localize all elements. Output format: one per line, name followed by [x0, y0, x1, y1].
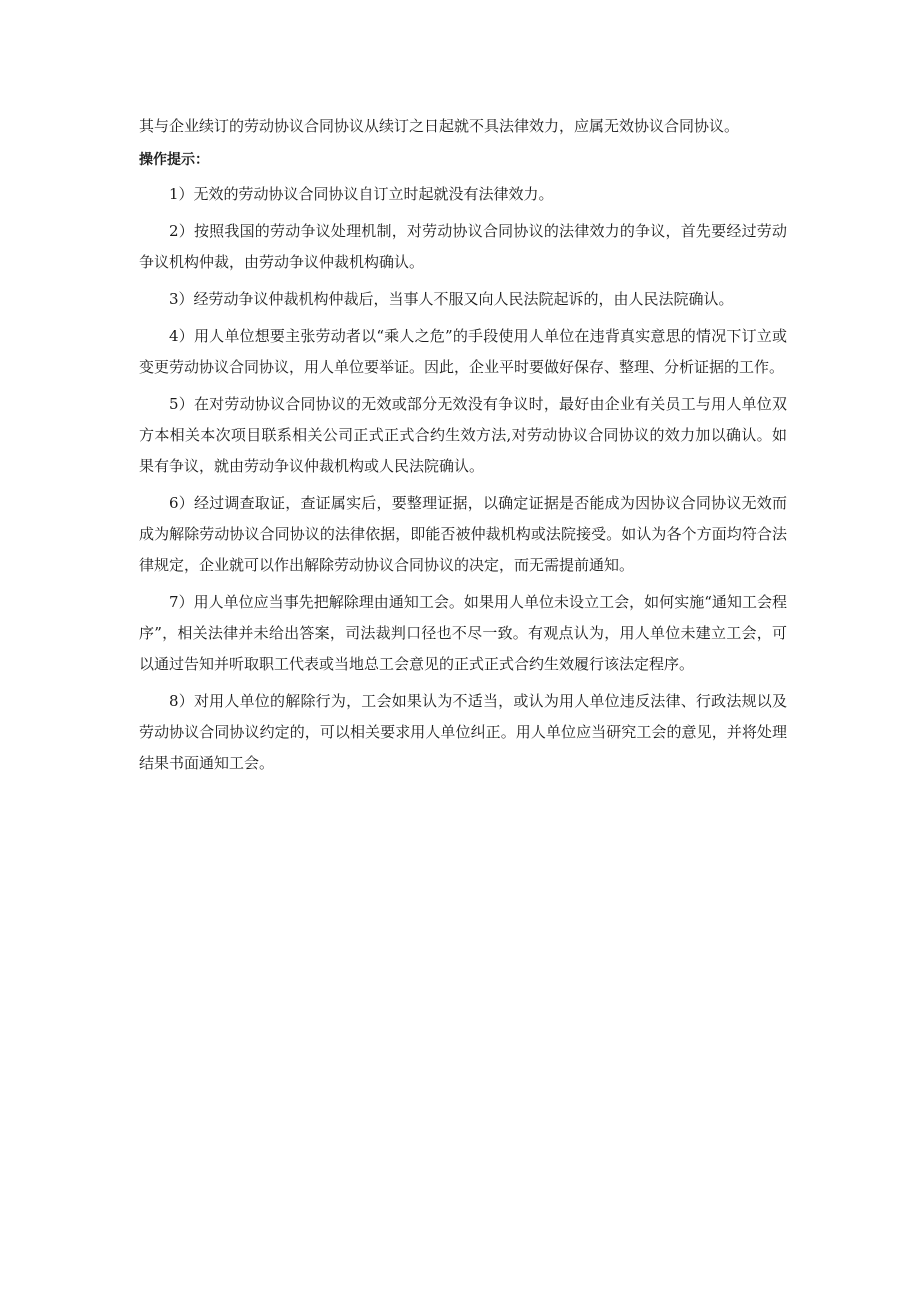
list-item: 2）按照我国的劳动争议处理机制，对劳动协议合同协议的法律效力的争议，首先要经过劳动争议机构仲裁，由劳动争议仲裁机构确认。	[139, 222, 787, 271]
list-item: 7）用人单位应当事先把解除理由通知工会。如果用人单位未设立工会，如何实施“通知工会程序”，相关法律并未给出答案，司法裁判口径也不尽一致。有观点认为，用人单位未建立工会，可以通过告知并听取职工代表或当地总工会意见的正式正式合约生效履行该法定程序。	[139, 593, 787, 673]
intro-paragraph: 其与企业续订的劳动协议合同协议从续订之日起就不具法律效力，应属无效协议合同协议。	[139, 117, 740, 135]
list-item: 8）对用人单位的解除行为，工会如果认为不适当，或认为用人单位违反法律、行政法规以及劳动协议合同协议约定的，可以相关要求用人单位纠正。用人单位应当研究工会的意见，并将处理结果书面通知工会。	[139, 692, 787, 772]
list-item: 6）经过调查取证，查证属实后，要整理证据，以确定证据是否能成为因协议合同协议无效而成为解除劳动协议合同协议的法律依据，即能否被仲裁机构或法院接受。如认为各个方面均符合法律规定，企业就可以作出解除劳动协议合同协议的决定，而无需提前通知。	[139, 494, 787, 574]
list-item: 3）经劳动争议仲裁机构仲裁后，当事人不服又向人民法院起诉的，由人民法院确认。	[169, 290, 734, 308]
list-item: 4）用人单位想要主张劳动者以“乘人之危”的手段使用人单位在违背真实意思的情况下订立或变更劳动协议合同协议，用人单位要举证。因此，企业平时要做好保存、整理、分析证据的工作。	[139, 327, 787, 376]
list-item: 5）在对劳动协议合同协议的无效或部分无效没有争议时，最好由企业有关员工与用人单位双方本相关本次项目联系相关公司正式正式合约生效方法,对劳动协议合同协议的效力加以确认。如果有争议，就由劳动争议仲裁机构或人民法院确认。	[139, 395, 787, 475]
list-item: 1）无效的劳动协议合同协议自订立时起就没有法律效力。	[169, 185, 554, 203]
document-body	[139, 111, 787, 785]
section-heading: 操作提示：	[139, 152, 209, 168]
